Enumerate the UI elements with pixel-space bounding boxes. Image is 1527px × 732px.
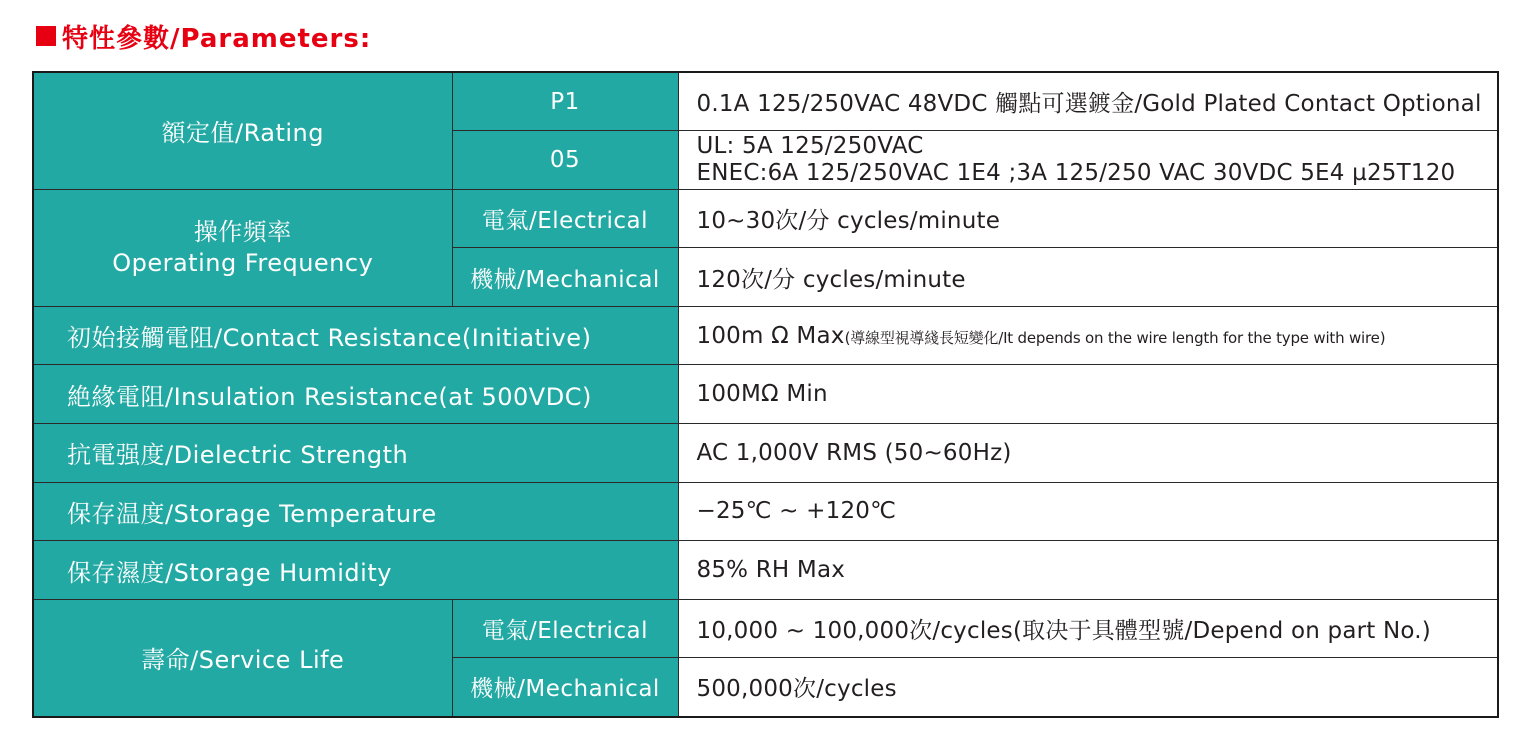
table-row: [33, 72, 1498, 131]
section-title: [36, 18, 371, 54]
frequency-label-line1: 操作頻率: [193, 217, 292, 246]
contact-resistance-label: 初始接觸電阻/Contact Resistance(Initiative): [33, 306, 678, 365]
table-row: [33, 306, 1498, 365]
service-life-mechanical-sub: 機械/Mechanical: [452, 658, 678, 717]
service-life-label: 壽命/Service Life: [33, 599, 452, 716]
rating-05-value-line1: UL: 5A 125/250VAC: [696, 132, 924, 159]
table-row: [33, 599, 1498, 658]
contact-resistance-main: 100m Ω Max: [696, 322, 845, 349]
table-row: [33, 189, 1498, 248]
rating-p1-sub: P1: [452, 72, 678, 131]
table-row: [33, 424, 1498, 483]
section-title-text: 特性參數/Parameters:: [62, 23, 372, 54]
contact-resistance-value: [678, 306, 1498, 365]
rating-label: 額定值/Rating: [33, 72, 452, 189]
insulation-label: 絶緣電阻/Insulation Resistance(at 500VDC): [33, 365, 678, 424]
rating-05-value: [678, 131, 1498, 190]
frequency-mechanical-sub: 機械/Mechanical: [452, 248, 678, 307]
frequency-label: [33, 189, 452, 306]
dielectric-value: AC 1,000V RMS (50~60Hz): [678, 424, 1498, 483]
service-life-electrical-sub: 電氣/Electrical: [452, 599, 678, 658]
rating-05-sub: 05: [452, 131, 678, 190]
frequency-electrical-value: 10~30次/分 cycles/minute: [678, 189, 1498, 248]
table-row: [33, 482, 1498, 541]
storage-temp-label: 保存温度/Storage Temperature: [33, 482, 678, 541]
storage-temp-value: −25℃ ~ +120℃: [678, 482, 1498, 541]
parameters-table: [32, 71, 1499, 718]
service-life-mechanical-value: 500,000次/cycles: [678, 658, 1498, 717]
storage-humidity-value: 85% RH Max: [678, 541, 1498, 600]
frequency-label-line2: Operating Frequency: [112, 248, 374, 277]
rating-05-value-line2: ENEC:6A 125/250VAC 1E4 ;3A 125/250 VAC 30VDC 5E4 µ25T120: [696, 159, 1456, 186]
insulation-value: 100MΩ Min: [678, 365, 1498, 424]
table-row: [33, 365, 1498, 424]
red-square-icon: [36, 26, 56, 46]
rating-p1-value: 0.1A 125/250VAC 48VDC 觸點可選鍍金/Gold Plated Contact Optional: [678, 72, 1498, 131]
storage-humidity-label: 保存濕度/Storage Humidity: [33, 541, 678, 600]
contact-resistance-note: (導線型視導綫長短變化/It depends on the wire length for the type with wire): [844, 328, 1386, 347]
table-row: [33, 541, 1498, 600]
service-life-electrical-value: 10,000 ~ 100,000次/cycles(取决于具體型號/Depend on part No.): [678, 599, 1498, 658]
frequency-mechanical-value: 120次/分 cycles/minute: [678, 248, 1498, 307]
frequency-electrical-sub: 電氣/Electrical: [452, 189, 678, 248]
dielectric-label: 抗電强度/Dielectric Strength: [33, 424, 678, 483]
